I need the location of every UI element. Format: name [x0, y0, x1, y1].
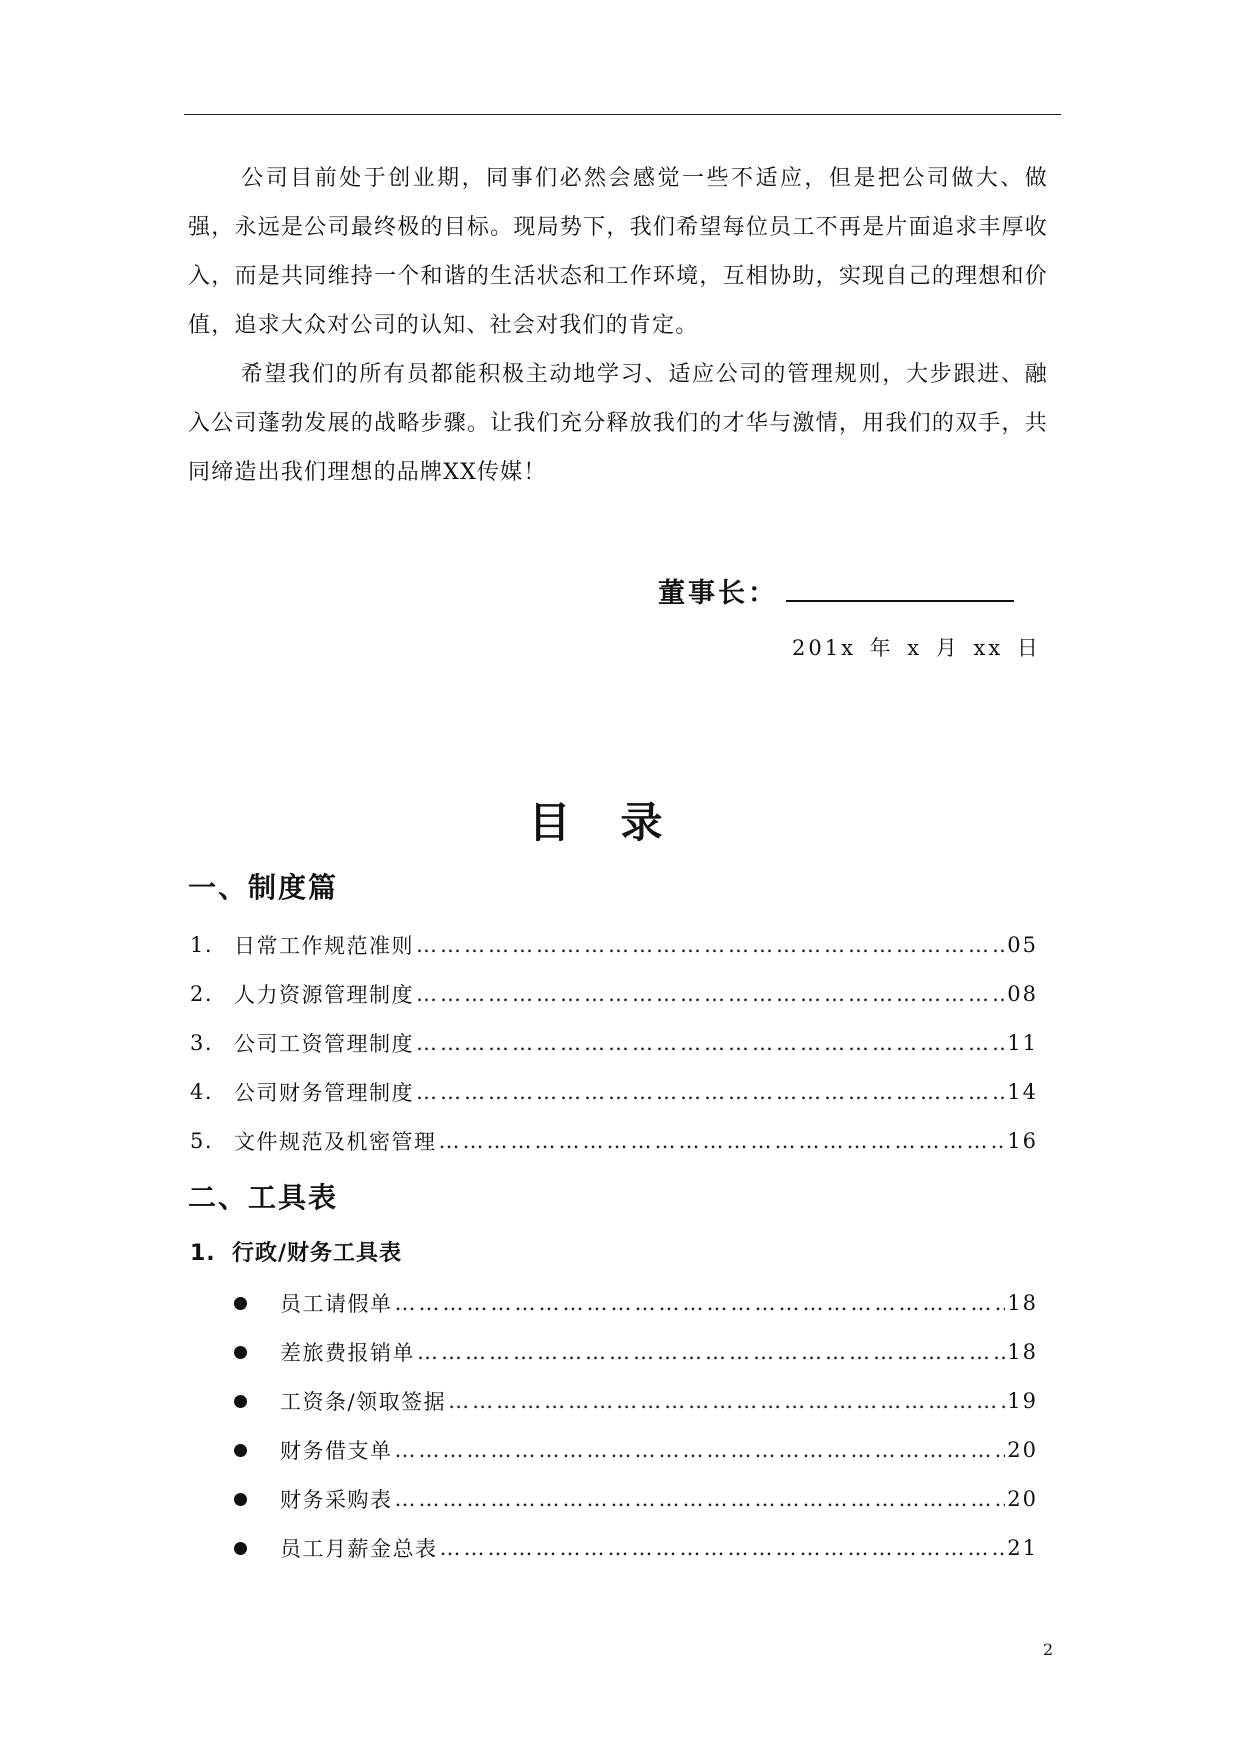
signature-block: [658, 570, 1014, 610]
toc-entry: [190, 1067, 1038, 1116]
toc-entry-label: 公司工资管理制度: [234, 1031, 414, 1056]
toc-section-2-list: [190, 1278, 1038, 1572]
bullet-icon: [190, 1487, 280, 1511]
dot-leader: [416, 982, 1005, 1006]
toc-section-heading: 二、工具表: [188, 1181, 339, 1214]
toc-entry-page: 14: [1007, 1079, 1038, 1104]
toc-entry-page: 16: [1007, 1128, 1038, 1153]
toc-entry: [190, 920, 1038, 969]
letter-paragraph-1: 公司目前处于创业期，同事们必然会感觉一些不适应，但是把公司做大、做强，永远是公司最终极的目标。现局势下，我们希望每位员工不再是片面追求丰厚收入，而是共同维持一个和谐的生活状态和工作环境，互相协助，实现自己的理想和价值，追求大众对公司的认知、社会对我们的肯定。: [188, 166, 1048, 338]
toc-entry-page: 20: [1007, 1486, 1038, 1511]
toc-entry: [190, 1116, 1038, 1165]
toc-entry-label: 日常工作规范准则: [234, 933, 414, 958]
toc-entry-page: 11: [1007, 1030, 1038, 1055]
toc-entry: [190, 1474, 1038, 1523]
toc-title: 目录: [528, 798, 713, 847]
dot-leader: [395, 1438, 1006, 1462]
toc-entry-page: 20: [1007, 1437, 1038, 1462]
dot-leader: [416, 1080, 1005, 1104]
toc-entry-number: 2.: [190, 981, 214, 1006]
signature-label: 董事长：: [658, 577, 778, 609]
dot-leader: [395, 1487, 1006, 1511]
toc-entry-number: 3.: [190, 1030, 214, 1055]
bullet-icon: [190, 1291, 280, 1315]
toc-entry: [190, 1327, 1038, 1376]
toc-entry-label: 财务借支单: [280, 1438, 393, 1463]
dot-leader: [416, 933, 1005, 957]
dot-leader: [416, 1031, 1005, 1055]
letter-date: 201x 年 x 月 xx 日: [792, 636, 1041, 660]
toc-entry-label: 文件规范及机密管理: [234, 1129, 437, 1154]
toc-entry-label: 员工月薪金总表: [280, 1536, 438, 1561]
dot-leader: [439, 1129, 1006, 1153]
toc-sub-heading-number: 1.: [190, 1241, 216, 1266]
toc-entry-page: 18: [1007, 1339, 1038, 1364]
letter-paragraph-2: 希望我们的所有员都能积极主动地学习、适应公司的管理规则，大步跟进、融入公司蓬勃发展的战略步骤。让我们充分释放我们的才华与激情，用我们的双手，共同缔造出我们理想的品牌XX传媒！: [188, 362, 1048, 485]
toc-sub-heading: [190, 1236, 402, 1267]
toc-entry-page: 18: [1007, 1290, 1038, 1315]
toc-entry-label: 人力资源管理制度: [234, 982, 414, 1007]
toc-entry: [190, 1376, 1038, 1425]
toc-entry: [190, 1018, 1038, 1067]
toc-section-heading: 一、制度篇: [188, 871, 339, 904]
dot-leader: [417, 1340, 1005, 1364]
toc-entry: [190, 1425, 1038, 1474]
dot-leader: [395, 1291, 1006, 1315]
toc-entry-page: 08: [1007, 981, 1038, 1006]
toc-entry-label: 员工请假单: [280, 1291, 393, 1316]
toc-entry-page: 19: [1007, 1388, 1038, 1413]
signature-line: [786, 600, 1014, 602]
toc-entry-label: 公司财务管理制度: [234, 1080, 414, 1105]
toc-entry: [190, 969, 1038, 1018]
toc-sub-heading-label: 行政/财务工具表: [232, 1241, 403, 1266]
dot-leader: [440, 1536, 1006, 1560]
toc-entry-number: 4.: [190, 1079, 214, 1104]
toc-entry: [190, 1523, 1038, 1572]
toc-entry-page: 21: [1007, 1535, 1038, 1560]
toc-entry-label: 财务采购表: [280, 1487, 393, 1512]
bullet-icon: [190, 1536, 280, 1560]
bullet-icon: [190, 1438, 280, 1462]
toc-entry-label: 差旅费报销单: [280, 1340, 415, 1365]
toc-section-1-list: [190, 920, 1038, 1165]
toc-entry-label: 工资条/领取签据: [280, 1389, 447, 1414]
page-number: 2: [1043, 1640, 1054, 1659]
toc-entry-number: 5.: [190, 1128, 214, 1153]
bullet-icon: [190, 1340, 280, 1364]
header-rule: [184, 114, 1061, 115]
toc-entry-number: 1.: [190, 932, 214, 957]
toc-entry: [190, 1278, 1038, 1327]
bullet-icon: [190, 1389, 280, 1413]
toc-entry-page: 05: [1007, 932, 1038, 957]
dot-leader: [448, 1389, 1005, 1413]
